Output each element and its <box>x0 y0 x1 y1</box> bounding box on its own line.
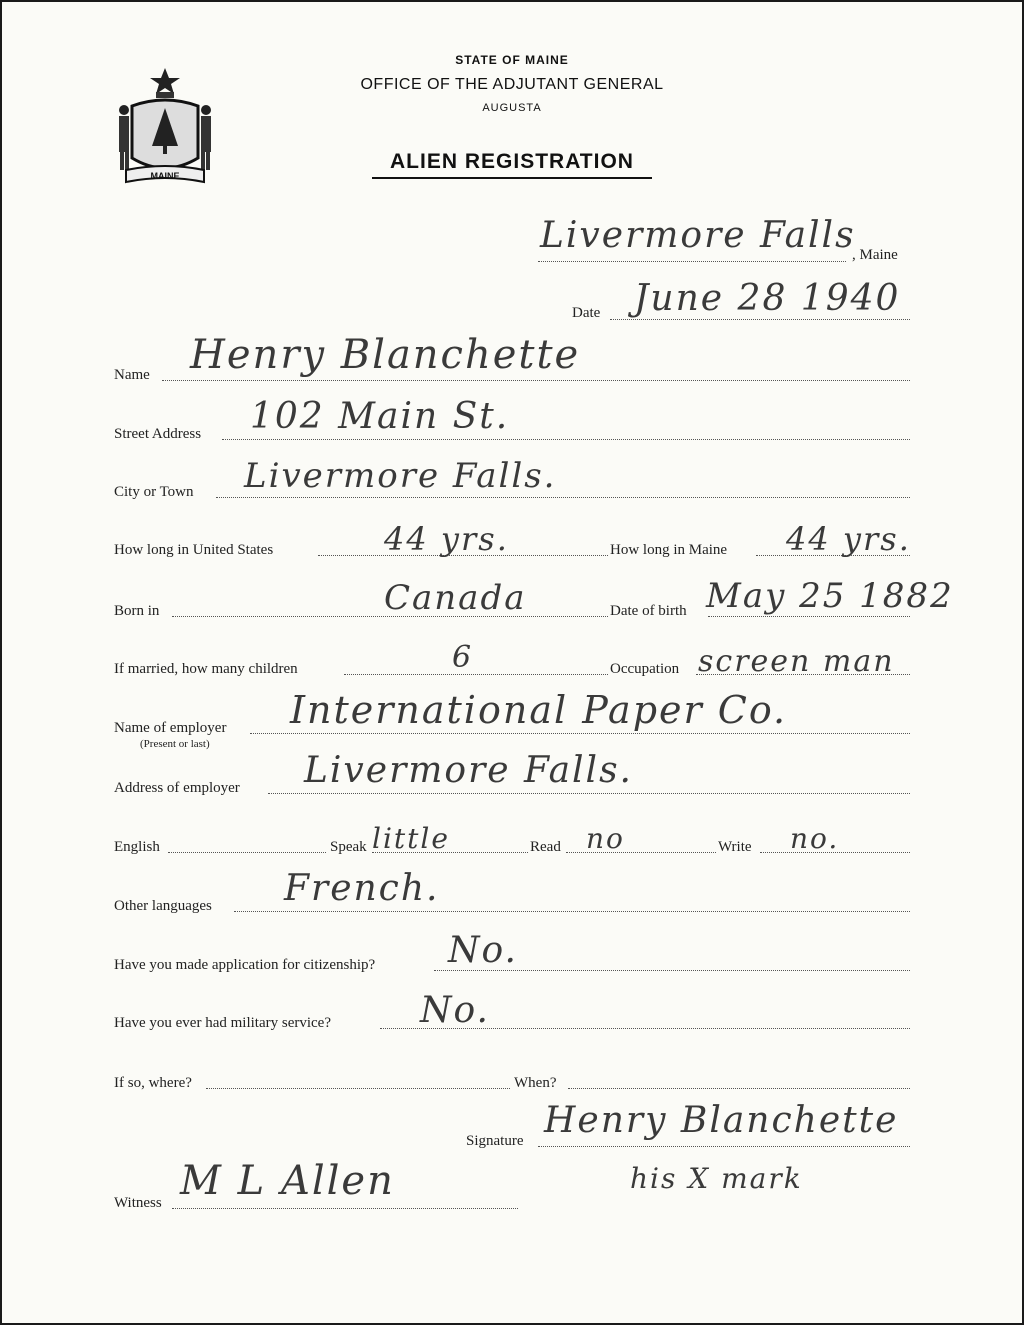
born-in-label: Born in <box>114 603 160 619</box>
employer-address-label: Address of employer <box>114 780 240 796</box>
witness-line <box>172 1207 518 1209</box>
street-address-value: 102 Main St. <box>250 396 510 437</box>
maine-suffix: , Maine <box>852 247 898 263</box>
when-line <box>568 1087 910 1089</box>
state-heading: STATE OF MAINE <box>455 53 569 67</box>
employer-value: International Paper Co. <box>290 688 788 732</box>
employer-line <box>250 732 910 734</box>
office-heading: OFFICE OF THE ADJUTANT GENERAL <box>360 76 664 93</box>
name-label: Name <box>114 367 150 383</box>
date-value: June 28 1940 <box>634 278 901 319</box>
name-value: Henry Blanchette <box>190 332 581 378</box>
employer-label: Name of employer <box>114 720 227 736</box>
citizenship-label: Have you made application for citizenship? <box>114 957 376 973</box>
speak-label: Speak <box>330 839 367 855</box>
date-of-birth-value: May 25 1882 <box>706 576 954 616</box>
speak-value: little <box>372 822 450 855</box>
how-long-us-value: 44 yrs. <box>384 520 509 558</box>
children-value: 6 <box>452 640 474 675</box>
witness-value: M L Allen <box>180 1158 395 1204</box>
where-line <box>206 1087 510 1089</box>
other-languages-value: French. <box>284 868 440 909</box>
occupation-label: Occupation <box>610 661 680 677</box>
read-label: Read <box>530 839 561 855</box>
form-title: ALIEN REGISTRATION <box>390 150 634 173</box>
street-address-label: Street Address <box>114 426 202 442</box>
born-in-value: Canada <box>384 578 527 618</box>
military-value: No. <box>420 990 490 1031</box>
title-underline <box>372 177 652 179</box>
street-address-line <box>222 438 910 440</box>
signature-label: Signature <box>466 1133 524 1149</box>
write-label: Write <box>718 839 752 855</box>
witness-label: Witness <box>114 1195 162 1211</box>
employer-address-value: Livermore Falls. <box>304 750 633 791</box>
write-value: no. <box>790 822 840 855</box>
place-line <box>538 260 846 262</box>
where-label: If so, where? <box>114 1075 192 1091</box>
city-town-value: Livermore Falls. <box>244 456 557 496</box>
read-value: no <box>586 822 625 855</box>
how-long-maine-label: How long in Maine <box>610 542 728 558</box>
citizenship-value: No. <box>448 930 518 971</box>
other-languages-line <box>234 910 910 912</box>
how-long-maine-value: 44 yrs. <box>786 520 911 558</box>
employer-address-line <box>268 792 910 794</box>
date-of-birth-label: Date of birth <box>610 603 687 619</box>
city-town-label: City or Town <box>114 484 194 500</box>
place-value: Livermore Falls <box>540 215 856 256</box>
military-label: Have you ever had military service? <box>114 1015 331 1031</box>
children-line <box>344 673 608 675</box>
english-label: English <box>114 839 160 855</box>
name-line <box>162 379 910 381</box>
signature-value: Henry Blanchette <box>544 1100 899 1141</box>
mark-note: his X mark <box>630 1162 803 1195</box>
english-line <box>168 851 326 853</box>
city-town-line <box>216 496 910 498</box>
date-label: Date <box>572 305 601 321</box>
other-languages-label: Other languages <box>114 898 212 914</box>
children-label: If married, how many children <box>114 661 298 677</box>
when-label: When? <box>514 1075 557 1091</box>
seal-banner-text: MAINE <box>150 171 180 181</box>
city-heading: AUGUSTA <box>482 102 542 114</box>
signature-line <box>538 1145 910 1147</box>
occupation-value: screen man <box>698 644 895 679</box>
employer-note: (Present or last) <box>140 738 210 750</box>
how-long-us-label: How long in United States <box>114 542 274 558</box>
